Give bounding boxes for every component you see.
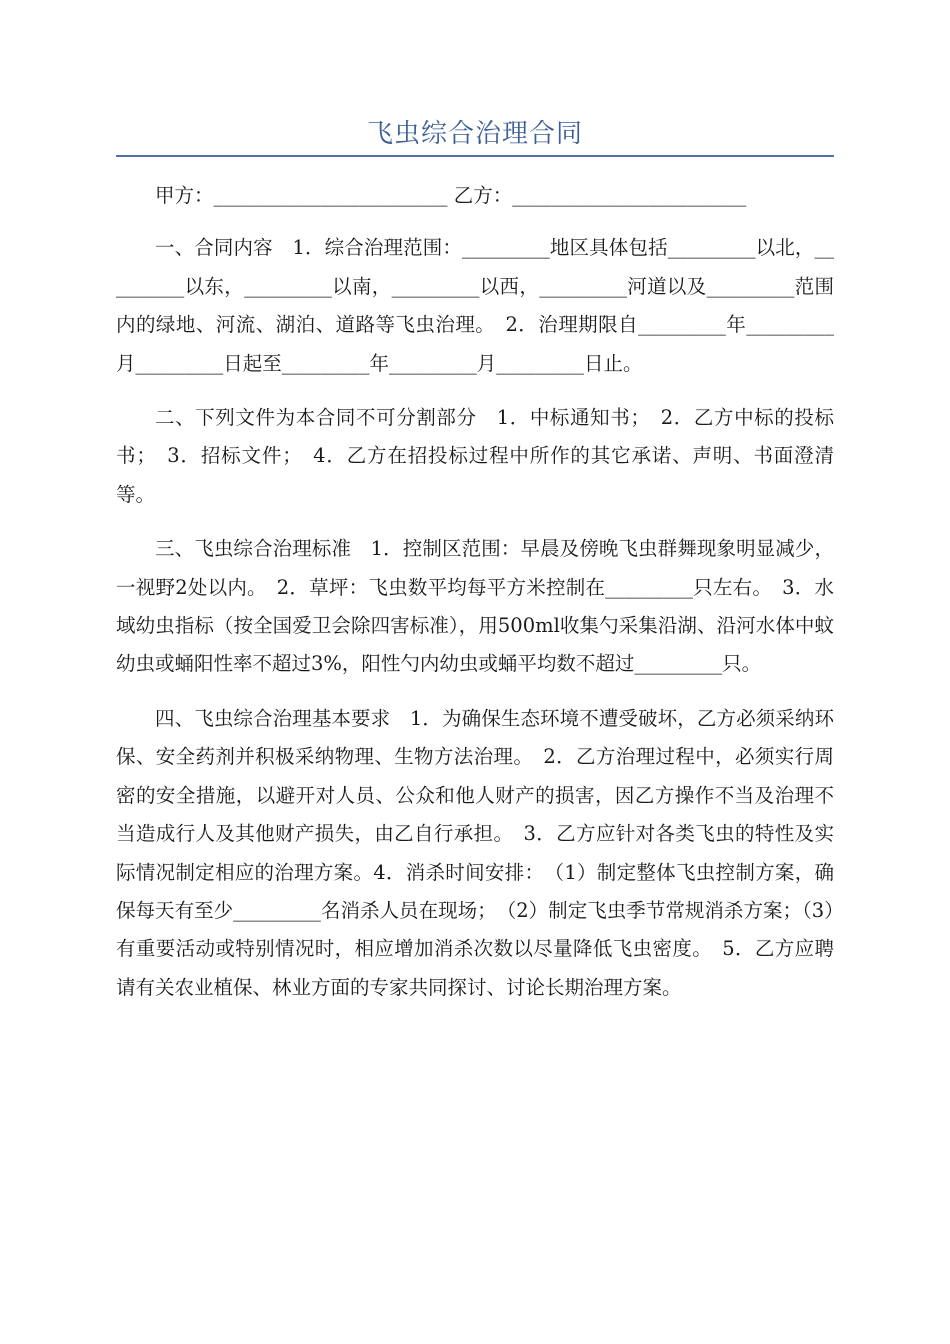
title-underline	[116, 155, 834, 157]
section-basic-requirements: 四、飞虫综合治理基本要求 1．为确保生态环境不遭受破坏，乙方必须采纳环保、安全药剂并积极采纳物理、生物方法治理。 2．乙方治理过程中，必须实行周密的安全措施，以避开对人员、公众和他人财产的损害，因乙方操作不当及治理不当造成行人及其他财产损失，由乙自行承担。 3．乙方应针对各类飞虫的特性及实际情况制定相应的治理方案。4．消杀时间安排： （1）制定整体飞虫控制方案，确保每天有至少_________名消杀人员在现场； （2）制定飞虫季节常规消杀方案；（3）有重要活动或特别情况时，相应增加消杀次数以尽量降低飞虫密度。 5．乙方应聘请有关农业植保、林业方面的专家共同探讨、讨论长期治理方案。	[116, 706, 834, 999]
section-contract-documents: 二、下列文件为本合同不可分割部分 1．中标通知书； 2．乙方中标的投标书； 3．招标文件； 4．乙方在招投标过程中所作的其它承诺、声明、书面澄清等。	[116, 406, 834, 506]
document-title: 飞虫综合治理合同	[366, 119, 583, 149]
contract-page	[116, 0, 834, 1023]
section-contract-content: 一、合同内容 1．综合治理范围：_________地区具体包括_________以北，_________以东，_________以南，_________以西，_________河道以及_________范围内的绿地、河流、湖泊、道路等飞虫治理。 2．治理期限自_________年_________月_________日起至_________年_________月_________日止。	[116, 236, 834, 375]
document-body	[116, 177, 834, 1007]
section-treatment-standards: 三、飞虫综合治理标准 1．控制区范围：早晨及傍晚飞虫群舞现象明显减少，一视野2处以内。 2．草坪：飞虫数平均每平方米控制在_________只左右。 3．水域幼虫指标（按全国爱卫会除四害标准），用500ml收集勺采集沿湖、沿河水体中蚊幼虫或蛹阳性率不超过3%，阳性勺内幼虫或蛹平均数不超过_________只。	[116, 537, 834, 676]
parties-line: 甲方：________________________ 乙方：________________________	[155, 184, 747, 207]
